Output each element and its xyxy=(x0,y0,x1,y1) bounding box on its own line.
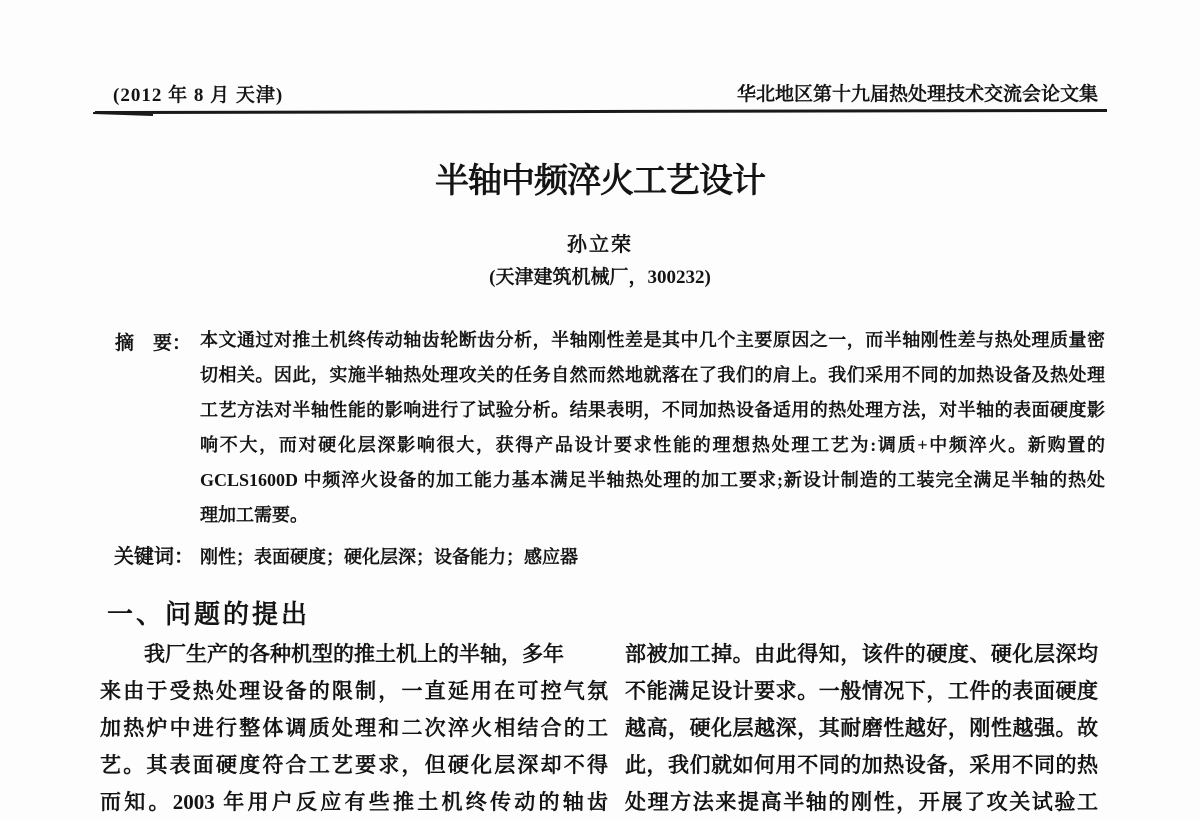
abstract-line: 理加工需要。 xyxy=(200,505,308,525)
body-line: 来由于受热处理设备的限制，一直延用在可控气氛 xyxy=(100,679,608,703)
author-name: 孙立荣 xyxy=(567,234,633,256)
keywords-row xyxy=(114,540,1104,569)
body-line: 此，我们就如何用不同的加热设备，采用不同的热 xyxy=(625,753,1098,777)
abstract-line: 切相关。因此，实施半轴热处理攻关的任务自然而然地就落在了我们的肩上。我们采用不同的加热设备及热处理 xyxy=(200,365,1105,385)
header-proceedings-title: 华北地区第十九届热处理技术交流会论文集 xyxy=(736,84,1098,105)
abstract-line: GCLS1600D 中频淬火设备的加工能力基本满足半轴热处理的加工要求;新设计制造的工装完全满足半轴的热处 xyxy=(200,470,1105,490)
abstract-line: 本文通过对推土机终传动轴齿轮断齿分析，半轴刚性差是其中几个主要原因之一，而半轴刚性差与热处理质量密 xyxy=(200,330,1105,350)
body-line: 而知。2003 年用户反应有些推土机终传动的轴齿 xyxy=(100,790,608,814)
body-line: 部被加工掉。由此得知，该件的硬度、硬化层深均 xyxy=(625,642,1098,666)
abstract-label: 摘 要： xyxy=(115,333,192,354)
body-left-column xyxy=(100,636,608,821)
header-rule xyxy=(95,109,1107,114)
keywords-text: 刚性；表面硬度；硬化层深；设备能力；感应器 xyxy=(200,547,578,567)
body-line: 加热炉中进行整体调质处理和二次淬火相结合的工 xyxy=(100,716,608,740)
section-1-heading: 一、问题的提出 xyxy=(107,599,311,629)
abstract-line: 响不大，而对硬化层深影响很大，获得产品设计要求性能的理想热处理工艺为:调质+中频淬火。新购置的 xyxy=(200,435,1105,455)
body-right-column xyxy=(625,636,1098,821)
author-affiliation: (天津建筑机械厂，300232) xyxy=(489,267,711,288)
body-line: 越高，硬化层越深，其耐磨性越好，刚性越强。故 xyxy=(625,716,1098,740)
abstract-body xyxy=(200,323,1105,533)
paper-title: 半轴中频淬火工艺设计 xyxy=(435,163,765,200)
header-date-location: (2012 年 8 月 天津) xyxy=(113,85,284,106)
body-line: 我厂生产的各种机型的推土机上的半轴，多年 xyxy=(144,642,564,666)
keywords-label: 关键词： xyxy=(114,546,194,568)
abstract-line: 工艺方法对半轴性能的影响进行了试验分析。结果表明，不同加热设备适用的热处理方法，对半轴的表面硬度影 xyxy=(200,400,1105,420)
body-line: 艺。其表面硬度符合工艺要求，但硬化层深却不得 xyxy=(100,753,608,777)
body-line: 处理方法来提高半轴的刚性，开展了攻关试验工 xyxy=(625,790,1098,814)
body-line: 不能满足设计要求。一般情况下，工件的表面硬度 xyxy=(625,679,1098,703)
